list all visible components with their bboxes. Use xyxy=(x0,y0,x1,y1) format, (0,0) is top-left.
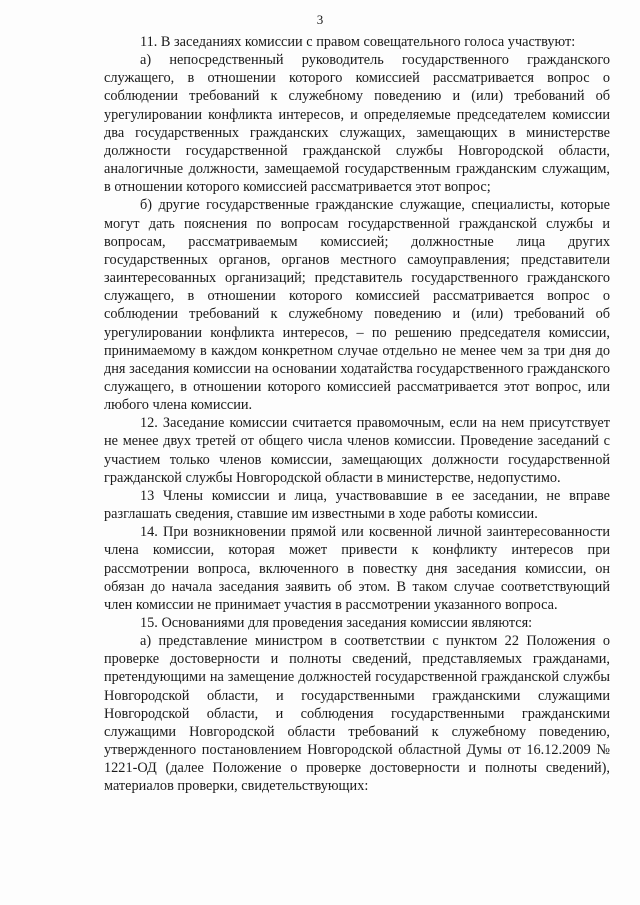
paragraph-11b: б) другие государственные гражданские служащие, специалисты, которые могут дать пояснения по вопросам государственной гражданской службы и вопросам, рассматриваемым комиссией; должностные лица других государственных органов, органов местного самоуправления; представители заинтересованных организаций; представитель государственного гражданского служащего, в отношении которого комиссией рассматривается вопрос о соблюдении требований к служебному поведению и (или) требований об урегулировании конфликта интересов, – по решению председателя комиссии, принимаемому в каждом конкретном случае отдельно не менее чем за три дня до дня заседания комиссии на основании ходатайства государственного гражданского служащего, в отношении которого комиссией рассматривается этот вопрос, или любого члена комиссии. xyxy=(104,197,610,414)
paragraph-15a: а) представление министром в соответствии с пунктом 22 Положения о проверке достоверности и полноты сведений, представляемых гражданами, претендующими на замещение должностей государственной гражданской службы Новгородской области, и государственными гражданскими служащими Новгородской области, и соблюдения государственными гражданскими служащими Новгородской области требований к служебному поведению, утвержденного постановлением Новгородской областной Думы от 16.12.2009 № 1221-ОД (далее Положение о проверке достоверности и полноты сведений), материалов проверки, свидетельствующих: xyxy=(104,633,610,795)
paragraph-15: 15. Основаниями для проведения заседания комиссии являются: xyxy=(140,615,533,631)
paragraph-14: 14. При возникновении прямой или косвенной личной заинтересованности члена комиссии, которая может привести к конфликту интересов при рассмотрении вопроса, включенного в повестку дня заседания комиссии, он обязан до начала заседания заявить об этом. В таком случае соответствующий член комиссии не принимает участия в рассмотрении указанного вопроса. xyxy=(104,524,610,613)
paragraph-11: 11. В заседаниях комиссии с правом совещательного голоса участвуют: xyxy=(140,34,576,50)
paragraph-12: 12. Заседание комиссии считается правомочным, если на нем присутствует не менее двух третей от общего числа членов комиссии. Проведение заседаний с участием только членов комиссии, замещающих должности государственной гражданской службы Новгородской области в министерстве, недопустимо. xyxy=(104,415,610,486)
page-number: 3 xyxy=(316,12,324,27)
paragraph-13: 13 Члены комиссии и лица, участвовавшие в ее заседании, не вправе разглашать сведения, ставшие им известными в ходе работы комиссии. xyxy=(104,487,610,523)
document-body xyxy=(104,33,610,796)
paragraph-11a: а) непосредственный руководитель государственного гражданского служащего, в отношении которого комиссией рассматривается вопрос о соблюдении требований к служебному поведению и (или) требований об урегулировании конфликта интересов, и определяемые председателем комиссии два государственных гражданских служащих, замещающих в министерстве должности государственной гражданской службы Новгородской области, аналогичные должности, замещаемой государственным гражданским служащим, в отношении которого комиссией рассматривается этот вопрос; xyxy=(104,52,610,196)
